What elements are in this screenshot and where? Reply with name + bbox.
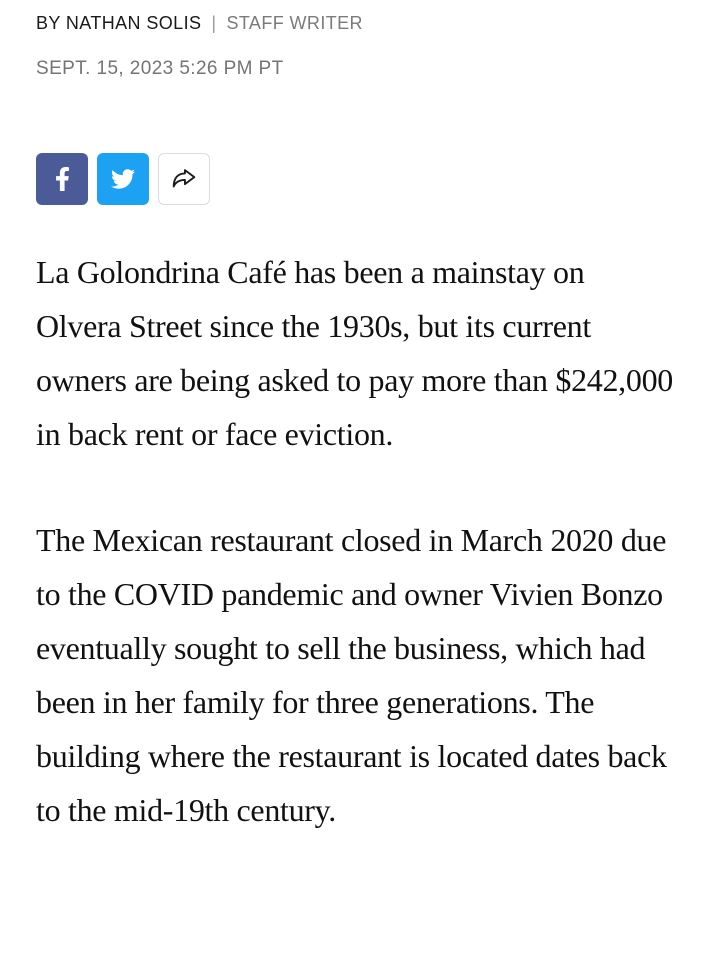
byline (36, 12, 676, 34)
twitter-bird-icon (109, 167, 137, 191)
publish-date: SEPT. 15, 2023 5:26 PM PT (36, 58, 284, 79)
share-bar (36, 153, 676, 205)
facebook-share-button[interactable] (36, 153, 88, 205)
article-body (36, 245, 676, 837)
article-paragraph: La Golondrina Café has been a mainstay on Olvera Street since the 1930s, but its current owners are being asked to pay more than $242,000 in back rent or face eviction. (36, 254, 673, 452)
share-arrow-icon (169, 164, 199, 194)
facebook-f-icon (55, 165, 70, 193)
more-share-button[interactable] (158, 153, 210, 205)
byline-separator: | (211, 13, 217, 33)
article-paragraph: The Mexican restaurant closed in March 2020 due to the COVID pandemic and owner Vivien Bonzo eventually sought to sell the business, which had been in her family for three generations. The building where the restaurant is located dates back to the mid-19th century. (36, 522, 667, 828)
byline-role: STAFF WRITER (226, 13, 363, 33)
twitter-share-button[interactable] (97, 153, 149, 205)
byline-author-link[interactable]: BY NATHAN SOLIS (36, 13, 202, 33)
